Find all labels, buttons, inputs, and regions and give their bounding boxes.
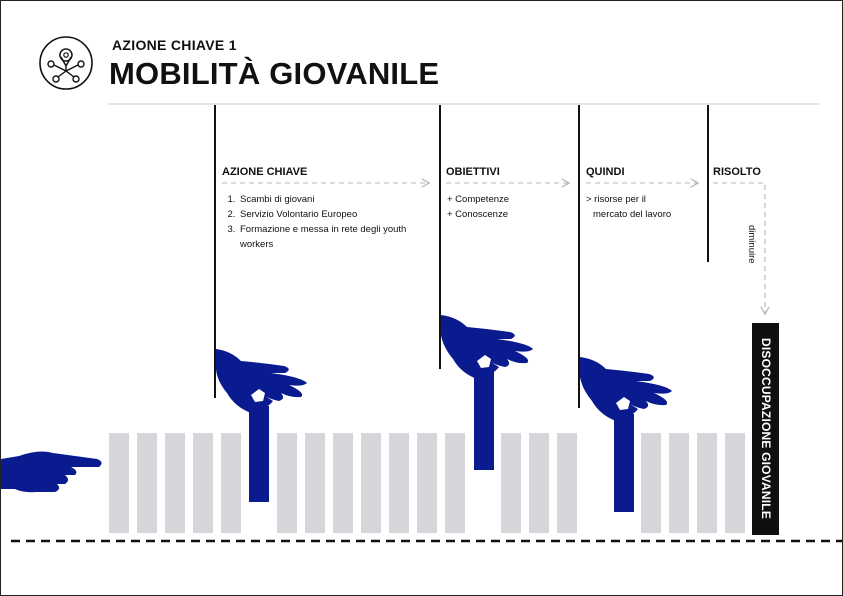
column-heading-quindi: QUINDI	[586, 166, 625, 178]
hand-lifting-key-icon	[441, 315, 533, 470]
text-line: mercato del lavoro	[593, 209, 672, 220]
hand-lifting-key-icon	[216, 349, 307, 502]
list-item: 2. Servizio Volontario Europeo	[238, 207, 422, 222]
hand-lifting-key-icon	[580, 357, 672, 512]
list-item: 3. Formazione e messa in rete degli youth workers	[238, 222, 422, 252]
pointing-hand-icon	[1, 452, 102, 493]
result-label: DISOCCUPAZIONE GIOVANILE	[759, 338, 773, 520]
page-title: MOBILITÀ GIOVANILE	[109, 56, 440, 91]
kicker-label: AZIONE CHIAVE 1	[112, 37, 237, 53]
text-line: > risorse per il	[586, 194, 646, 205]
column-heading-obiettivi: OBIETTIVI	[446, 166, 500, 178]
diagram-overlay	[1, 1, 842, 595]
list-item: + Competenze	[447, 194, 510, 205]
column-heading-azione-chiave: AZIONE CHIAVE	[222, 166, 308, 178]
column-heading-risolto: RISOLTO	[713, 166, 761, 178]
flow-arrow-down	[713, 183, 765, 313]
list-item: + Conoscenze	[447, 209, 508, 220]
list-item: 1. Scambi di giovani	[238, 192, 422, 207]
diminuire-label: diminuire	[746, 225, 757, 264]
